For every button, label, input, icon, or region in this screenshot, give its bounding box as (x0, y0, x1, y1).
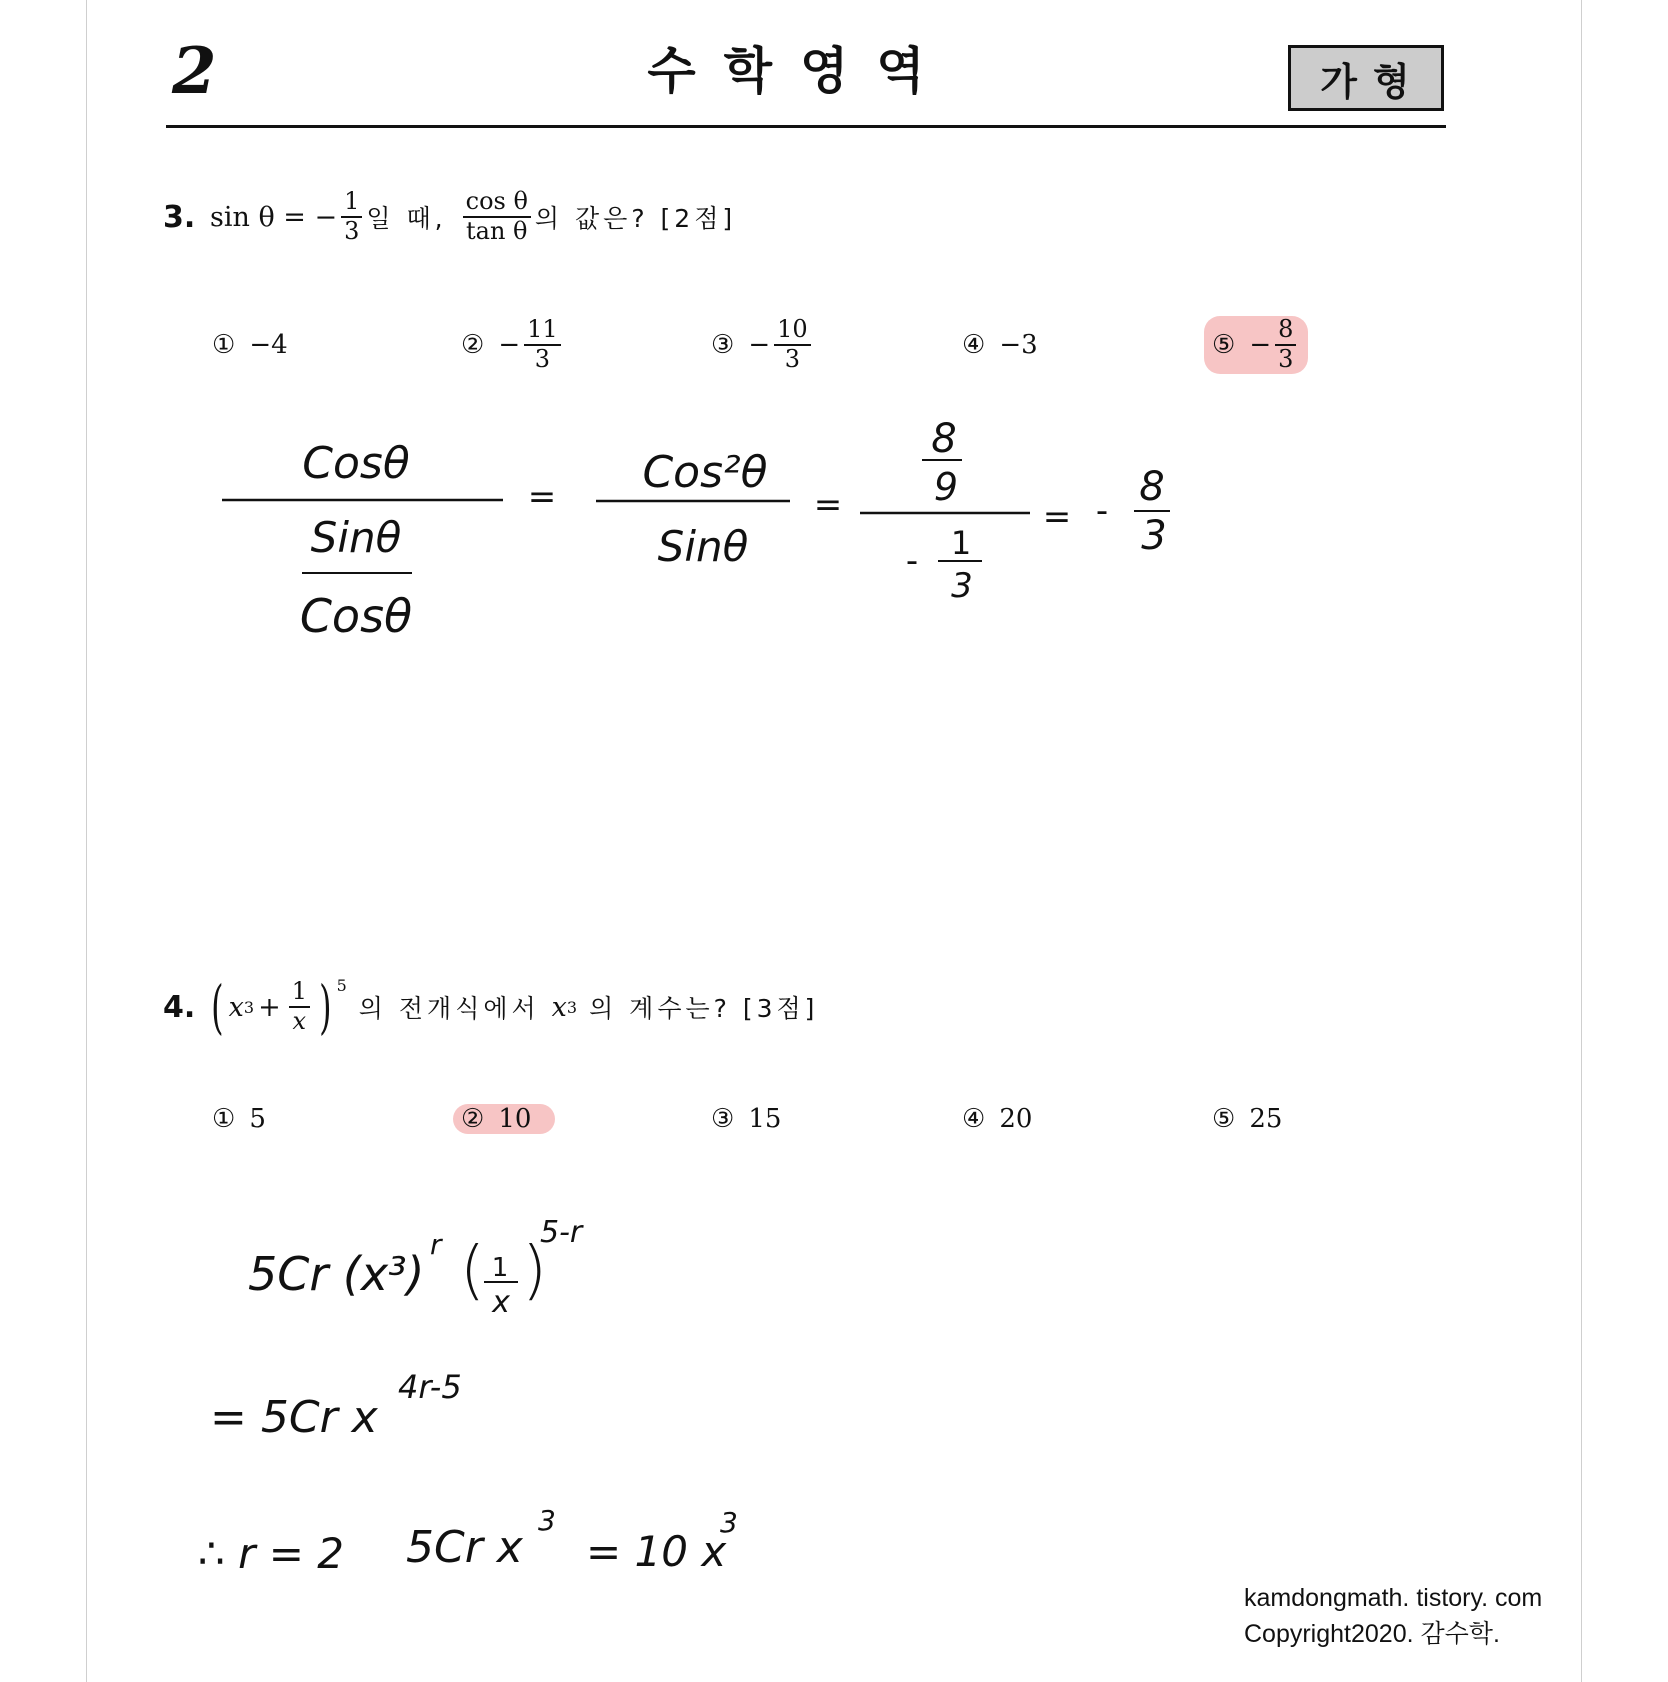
hw-line3-cube-2: 3 (720, 1506, 738, 1539)
fraction-denominator: 3 (1278, 345, 1294, 373)
page-number: 2 (172, 34, 217, 109)
hw-minus-2: - (1095, 491, 1109, 531)
fraction-numerator: cos θ (463, 188, 531, 218)
choice-mark: ④ (962, 330, 986, 360)
question-4-text-1: 의 전개식에서 (358, 994, 540, 1023)
question-3-when: 일 때, (366, 204, 447, 233)
hw-equals-3: = (1042, 497, 1072, 537)
hw-line1-x: x (492, 1285, 510, 1320)
q4-choice-1[interactable] (204, 1104, 274, 1134)
choice-mark: ⑤ (1212, 330, 1236, 360)
hw-line2-exp: 4r-5 (398, 1368, 462, 1406)
hw-cos: Cosθ (302, 438, 410, 489)
hw-equals-2: = (813, 485, 843, 525)
q4-handwritten-solution (0, 1180, 1668, 1580)
choice-mark: ③ (711, 1104, 735, 1134)
hw-line1-exp: 5-r (540, 1215, 583, 1250)
hw-line1-one: 1 (491, 1253, 509, 1283)
question-3-ask: 의 값은? [2점] (534, 204, 737, 233)
exponent-3b: 3 (566, 997, 578, 1017)
fraction-numerator: 1 (289, 978, 310, 1008)
hw-one: 1 (950, 524, 972, 562)
q4-choice-4[interactable] (954, 1104, 1040, 1134)
hw-line1-lparen: ( (460, 1234, 485, 1308)
hw-sin-2: Sinθ (657, 522, 749, 571)
variable-x: x (228, 991, 244, 1023)
hw-cos-bottom: Cosθ (299, 589, 413, 643)
q4-choice-2-selected[interactable] (453, 1104, 555, 1134)
q4-choice-5[interactable] (1204, 1104, 1290, 1134)
choice-value: 10 (498, 1104, 532, 1134)
fraction-denominator: tan θ (466, 217, 528, 245)
choice-mark: ⑤ (1212, 1104, 1236, 1134)
fraction-denominator: x (292, 1007, 307, 1035)
hw-line1-r: r (430, 1228, 442, 1261)
fraction-denominator: 3 (534, 344, 551, 373)
choice-value: −4 (249, 330, 288, 360)
exponent-5: 5 (336, 976, 347, 995)
question-4-number: 4. (163, 990, 196, 1025)
exponent-3: 3 (243, 997, 255, 1017)
choice-value: 15 (748, 1104, 782, 1134)
form-badge: 가형 (1288, 45, 1444, 111)
question-4-text-2: 의 계수는? [3점] (589, 994, 819, 1023)
choice-mark: ④ (962, 1104, 986, 1134)
hw-line1-rparen: ) (522, 1234, 547, 1308)
fraction-denominator: 3 (344, 217, 360, 245)
question-3-number: 3. (163, 200, 196, 235)
hw-three-2: 3 (1141, 513, 1167, 559)
footer-credit (1244, 1580, 1542, 1652)
choice-value: 20 (999, 1104, 1033, 1134)
choice-value: 25 (1249, 1104, 1283, 1134)
hw-cos-squared: Cos²θ (642, 447, 768, 498)
hw-equals-1: = (527, 477, 557, 517)
hw-eight-2: 8 (1139, 464, 1165, 510)
fraction-one-over-x (289, 978, 310, 1035)
q3-handwritten-solution (0, 0, 1668, 700)
choice-sign: − (1249, 330, 1272, 360)
subject-title: 수학영역 (647, 42, 953, 100)
hw-line1-binomial: 5Cr (x³) (248, 1247, 425, 1301)
footer-site: kamdongmath. tistory. com (1244, 1584, 1543, 1612)
hw-three: 3 (951, 566, 973, 606)
choice-mark: ③ (711, 329, 735, 360)
hw-line2: = 5Cr x (210, 1392, 378, 1443)
fraction-numerator: 1 (341, 188, 362, 218)
choice-mark: ② (461, 1104, 485, 1134)
choice-sign: − (498, 329, 521, 360)
fraction-denominator: 3 (784, 344, 801, 373)
hw-line3-term: 5Cr x (406, 1522, 523, 1573)
hw-line3-result: = 10 x (586, 1527, 727, 1576)
fraction-numerator: 8 (1275, 316, 1296, 346)
choice-value: −3 (999, 330, 1038, 360)
hw-nine: 9 (933, 465, 959, 509)
choice-mark: ① (212, 1104, 236, 1134)
plus-sign: + (258, 991, 281, 1023)
choice-sign: − (748, 329, 771, 360)
sin-expression: sin θ = − (210, 201, 338, 233)
q4-choice-3[interactable] (703, 1104, 789, 1134)
left-paren: ( (211, 973, 224, 1041)
right-paren: ) (319, 973, 332, 1041)
fraction-numerator: 11 (524, 316, 561, 346)
choice-mark: ① (212, 330, 236, 360)
footer-copyright: Copyright2020. 감수학. (1244, 1620, 1500, 1648)
hw-sin: Sinθ (310, 513, 402, 562)
choice-value: 5 (249, 1104, 266, 1134)
fraction-numerator: 10 (774, 316, 811, 346)
hw-line3-therefore: ∴ r = 2 (198, 1529, 344, 1578)
choice-mark: ② (461, 329, 485, 360)
hw-minus: - (905, 541, 919, 581)
hw-eight: 8 (931, 416, 957, 462)
hw-line3-cube: 3 (538, 1504, 556, 1537)
question-4-stem (206, 972, 818, 1042)
variable-x-2: x (551, 991, 567, 1023)
